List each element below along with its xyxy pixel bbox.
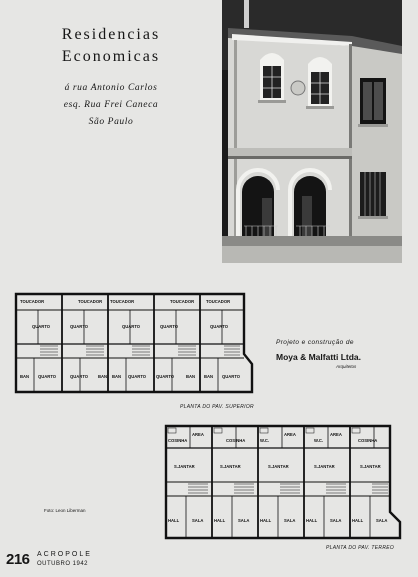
ground-plan-caption: PLANTA DO PAV. TERREO — [326, 545, 395, 551]
ground-floor-plan — [164, 422, 404, 540]
ground-room-label: HALL — [260, 518, 272, 523]
address-line3: São Paulo — [88, 117, 134, 127]
ground-room-label: W.C. — [314, 438, 324, 443]
ground-room-label: SALA — [284, 518, 296, 523]
ground-room-label: COSINHA — [226, 438, 246, 443]
upper-room-label: QUARTO — [156, 374, 175, 379]
upper-room-label: QUARTO — [122, 324, 141, 329]
article-title-line2: Economicas — [61, 48, 161, 65]
magazine-name: ACROPOLE — [37, 551, 92, 558]
upper-floor-plan — [14, 288, 254, 394]
ground-room-label: SALA — [238, 518, 250, 523]
photo-credit: Foto: Leon Liberman — [44, 508, 86, 513]
upper-room-label: BAN — [186, 374, 196, 379]
address-line1: á rua Antonio Carlos — [64, 83, 158, 93]
credits-firm: Moya & Malfatti Ltda. — [276, 352, 362, 362]
upper-room-label: QUARTO — [128, 374, 147, 379]
page-number: 216 — [6, 551, 30, 568]
ground-room-label: S.JANTAR — [268, 464, 289, 469]
address-line2: esq. Rua Frei Caneca — [63, 100, 159, 110]
ground-room-label: W.C. — [260, 438, 270, 443]
ground-room-label: COSINHA — [358, 438, 378, 443]
building-photo — [222, 0, 402, 263]
upper-room-label: QUARTO — [38, 374, 57, 379]
ground-room-label: HALL — [214, 518, 226, 523]
ground-room-label: SALA — [376, 518, 388, 523]
ground-room-label: AREA — [192, 432, 204, 437]
upper-room-label: QUARTO — [32, 324, 51, 329]
ground-room-label: S.JANTAR — [360, 464, 381, 469]
upper-room-label: TOUCADOR — [170, 299, 195, 304]
article-title-line1: Residencias — [61, 26, 161, 43]
ground-room-label: SALA — [330, 518, 342, 523]
issue-date: OUTUBRO 1942 — [37, 561, 89, 567]
ground-room-label: S.JANTAR — [314, 464, 335, 469]
upper-room-label: BAN — [20, 374, 30, 379]
upper-room-label: QUARTO — [160, 324, 179, 329]
upper-room-label: QUARTO — [70, 324, 89, 329]
upper-room-label: QUARTO — [70, 374, 89, 379]
upper-room-label: TOUCADOR — [20, 299, 45, 304]
upper-room-label: TOUCADOR — [206, 299, 231, 304]
upper-room-label: TOUCADOR — [78, 299, 103, 304]
ground-room-label: S.JANTAR — [174, 464, 195, 469]
upper-room-label: QUARTO — [210, 324, 229, 329]
upper-room-label: QUARTO — [222, 374, 241, 379]
credits-intro: Projeto e construção de — [276, 339, 354, 346]
upper-room-label: BAN — [98, 374, 108, 379]
upper-plan-caption: PLANTA DO PAV. SUPERIOR — [180, 404, 254, 410]
upper-room-label: TOUCADOR — [110, 299, 135, 304]
credits-role: Arquitetos — [336, 364, 357, 369]
upper-room-label: BAN — [112, 374, 122, 379]
ground-room-label: S.JANTAR — [220, 464, 241, 469]
ground-room-label: COSINHA — [168, 438, 188, 443]
ground-room-label: HALL — [168, 518, 180, 523]
ground-room-label: AREA — [284, 432, 296, 437]
ground-room-label: SALA — [192, 518, 204, 523]
ground-room-label: HALL — [352, 518, 364, 523]
ground-room-label: AREA — [330, 432, 342, 437]
upper-room-label: BAN — [204, 374, 214, 379]
ground-room-label: HALL — [306, 518, 318, 523]
